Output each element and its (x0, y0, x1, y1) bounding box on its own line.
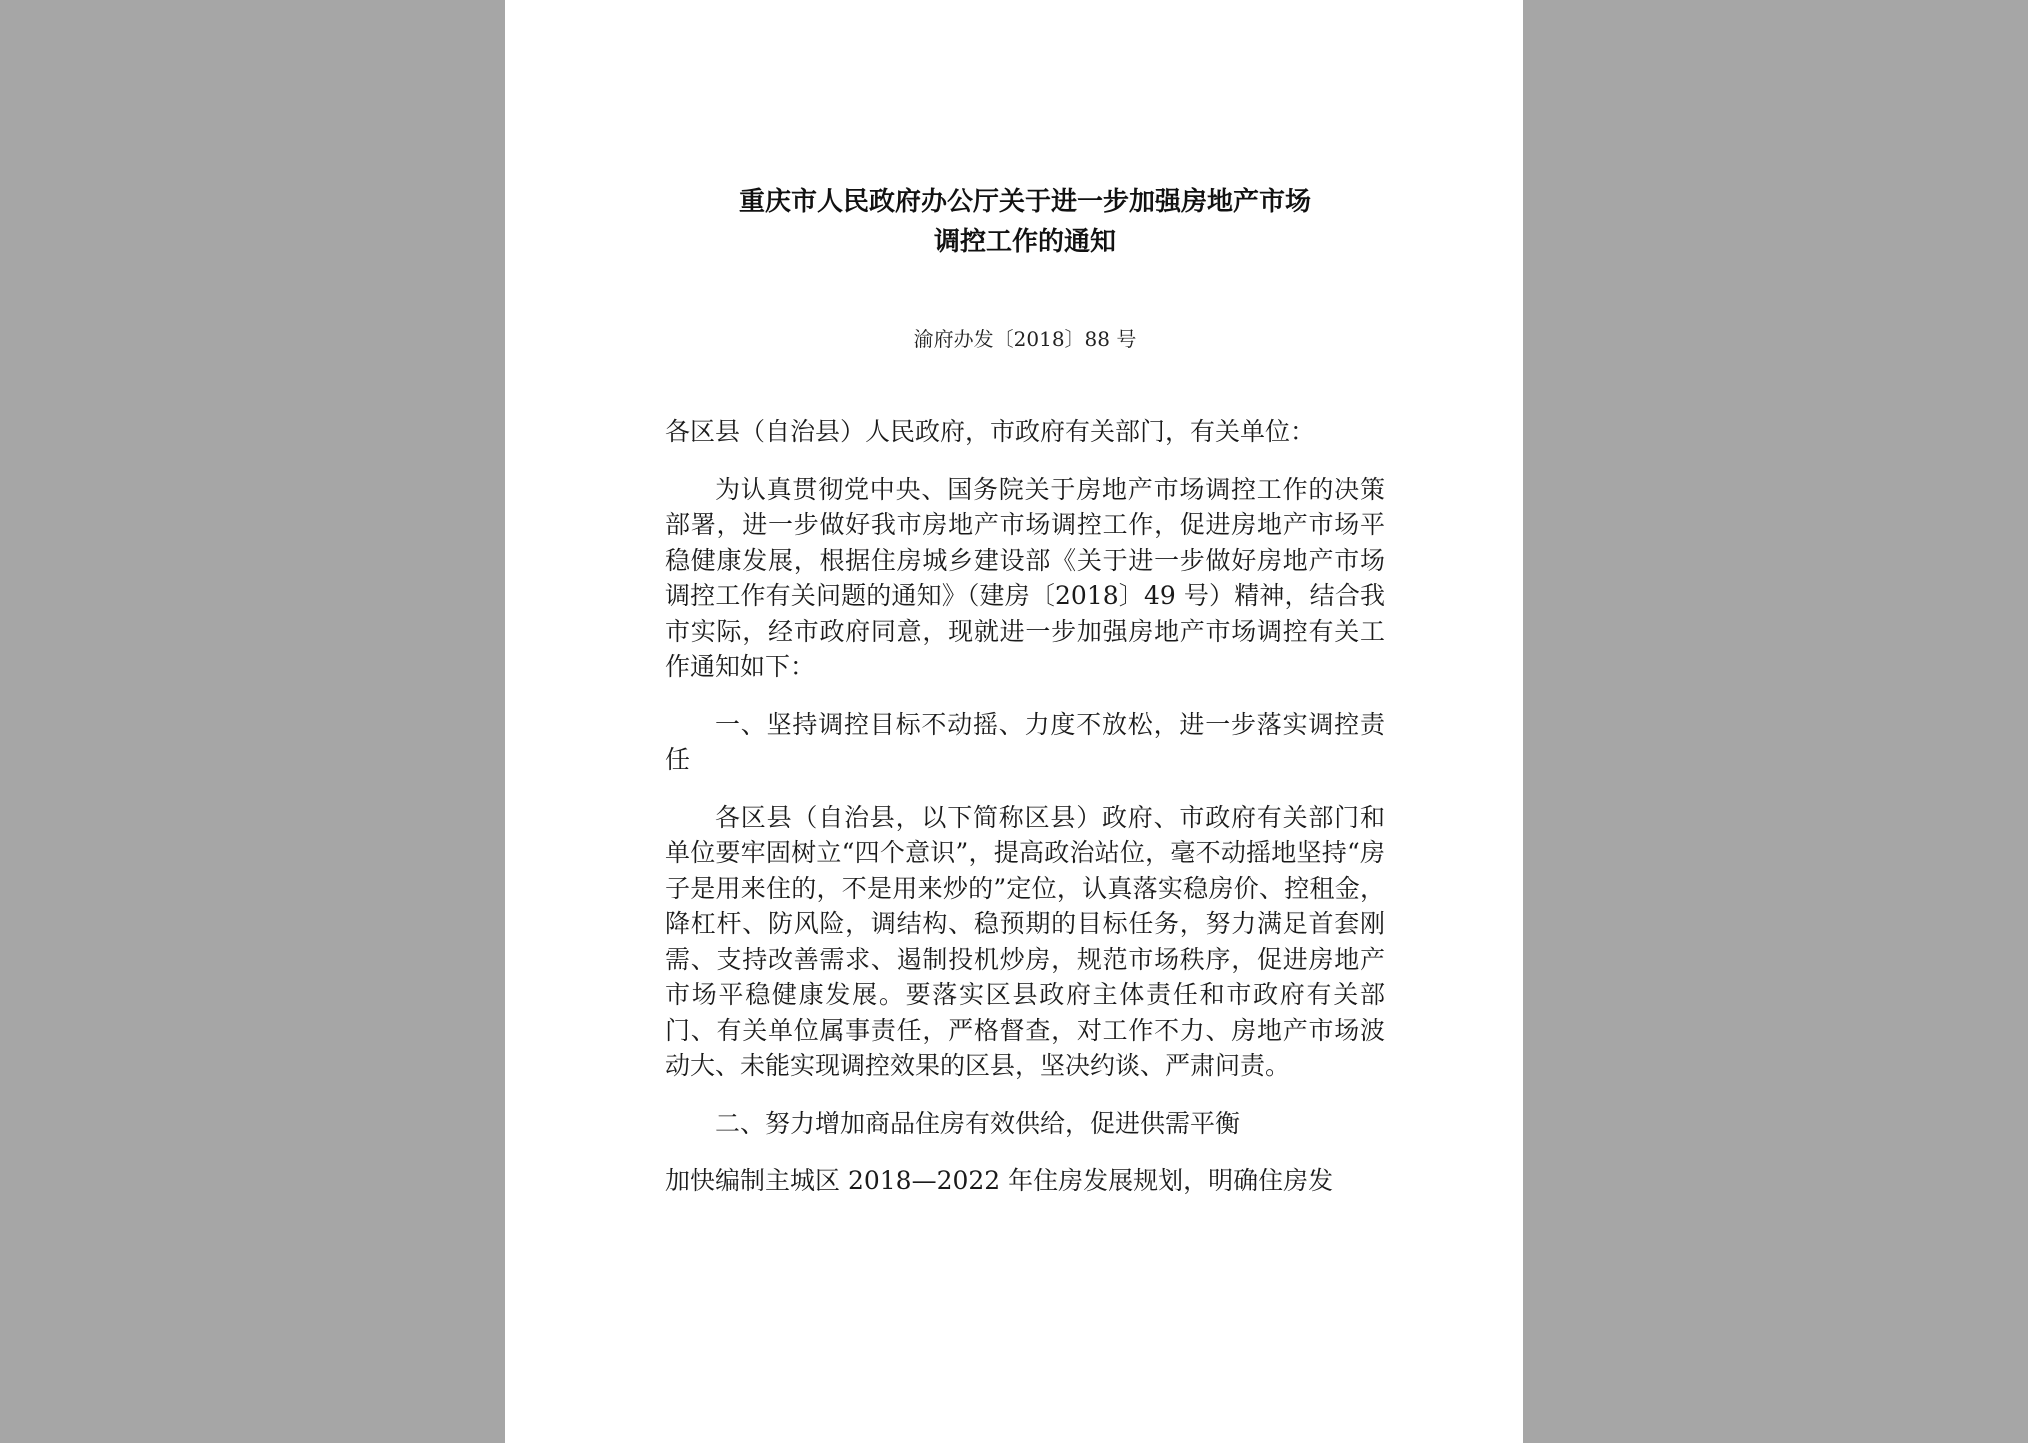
document-title (665, 182, 1385, 262)
paragraph-section-1: 各区县（自治县，以下简称区县）政府、市政府有关部门和单位要牢固树立“四个意识”，提高政治站位，毫不动摇地坚持“房子是用来住的，不是用来炒的”定位，认真落实稳房价、控租金，降杠杆、防风险，调结构、稳预期的目标任务，努力满足首套刚需、支持改善需求、遏制投机炒房，规范市场秩序，促进房地产市场平稳健康发展。要落实区县政府主体责任和市政府有关部门、有关单位属事责任，严格督查，对工作不力、房地产市场波动大、未能实现调控效果的区县，坚决约谈、严肃问责。 (665, 802, 1385, 1080)
title-line-2: 调控工作的通知 (933, 227, 1116, 257)
title-line-1: 重庆市人民政府办公厅关于进一步加强房地产市场 (738, 187, 1311, 217)
paragraph-intro: 为认真贯彻党中央、国务院关于房地产市场调控工作的决策部署，进一步做好我市房地产市场调控工作，促进房地产市场平稳健康发展，根据住房城乡建设部《关于进一步做好房地产市场调控工作有关问题的通知》（建房〔2018〕49 号）精神，结合我市实际，经市政府同意，现就进一步加强房地产市场调控有关工作通知如下： (665, 474, 1385, 681)
document-number: 渝府办发〔2018〕88 号 (913, 327, 1137, 351)
section-heading-2: 二、努力增加商品住房有效供给，促进供需平衡 (715, 1108, 1241, 1138)
document-content (665, 182, 1385, 1199)
addressee: 各区县（自治县）人民政府，市政府有关部门，有关单位： (665, 417, 1316, 446)
document-page (505, 0, 1523, 1443)
section-heading-1: 一、坚持调控目标不动摇、力度不放松，进一步落实调控责任 (665, 709, 1385, 774)
paragraph-section-2: 加快编制主城区 2018—2022 年住房发展规划，明确住房发 (665, 1166, 1334, 1195)
